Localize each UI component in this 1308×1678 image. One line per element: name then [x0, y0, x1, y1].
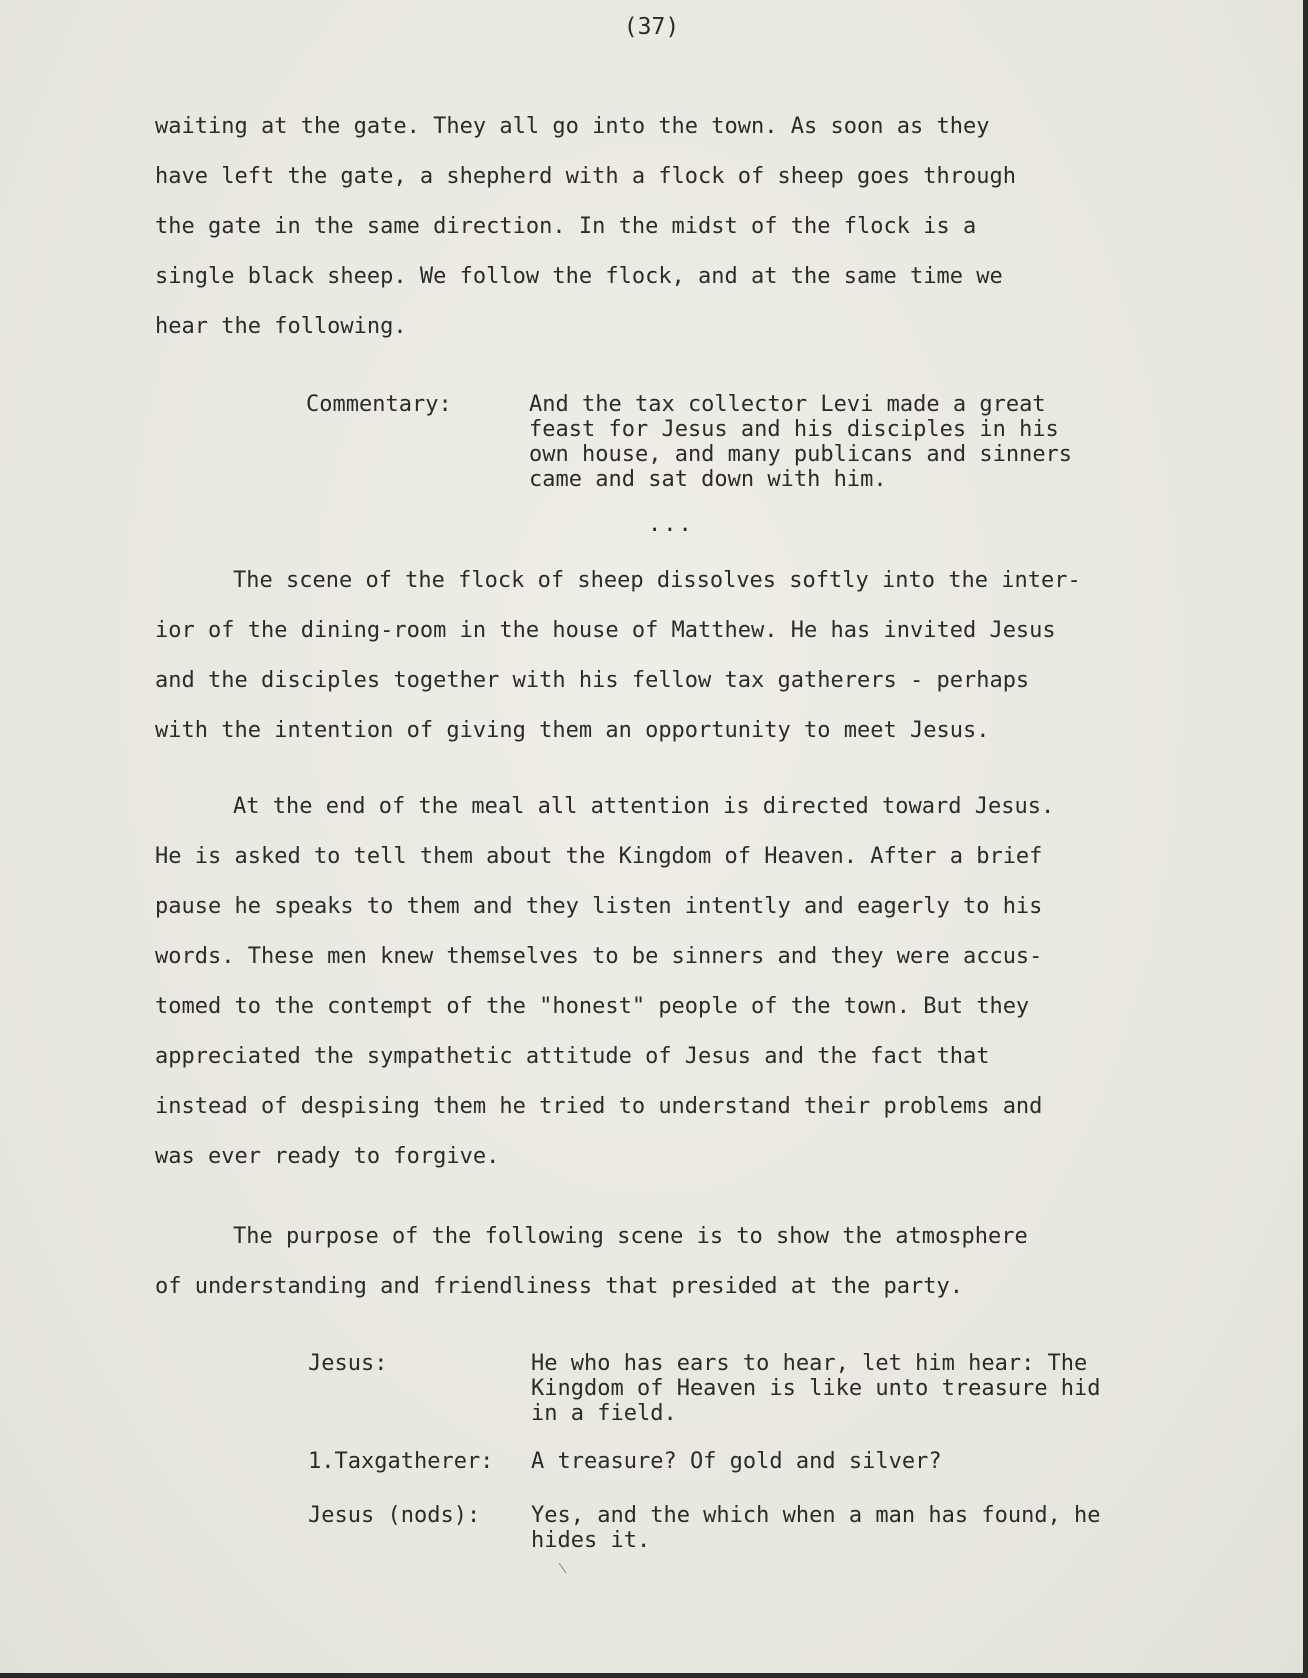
narrative-paragraph	[155, 782, 1054, 1182]
text-line: And the tax collector Levi made a great	[529, 392, 1046, 417]
text-line: and the disciples together with his fellow tax gatherers - perhaps	[155, 668, 1030, 693]
speaker-label: 1.Taxgatherer:	[308, 1449, 494, 1474]
text-line: of understanding and friendliness that presided at the party.	[155, 1274, 963, 1299]
page-number: (37)	[623, 14, 680, 40]
text-line: own house, and many publicans and sinners	[529, 442, 1073, 467]
text-line: Yes, and the which when a man has found, he	[531, 1503, 1101, 1528]
text-line: hides it.	[531, 1528, 651, 1553]
stray-pen-mark	[559, 1563, 567, 1573]
text-line: He is asked to tell them about the Kingdom of Heaven. After a brief	[155, 844, 1043, 869]
speaker-label: Commentary:	[306, 392, 452, 417]
speech-text	[529, 392, 1072, 492]
text-line: Kingdom of Heaven is like unto treasure hid	[531, 1376, 1101, 1401]
speech-text	[531, 1503, 1101, 1553]
text-line: the gate in the same direction. In the midst of the flock is a	[155, 214, 977, 239]
speaker-label: Jesus (nods):	[308, 1503, 481, 1528]
speech-text	[531, 1449, 942, 1474]
text-line: single black sheep. We follow the flock, and at the same time we	[155, 264, 1003, 289]
narrative-paragraph	[155, 556, 1081, 756]
text-line: was ever ready to forgive.	[155, 1144, 500, 1169]
text-line: tomed to the contempt of the "honest" people of the town. But they	[155, 994, 1030, 1019]
text-line: feast for Jesus and his disciples in his	[529, 417, 1059, 442]
narrative-paragraph	[155, 102, 1016, 352]
speech-text	[531, 1351, 1101, 1426]
text-line: have left the gate, a shepherd with a flock of sheep goes through	[155, 164, 1016, 189]
text-line: with the intention of giving them an opportunity to meet Jesus.	[155, 718, 990, 743]
text-line: At the end of the meal all attention is directed toward Jesus.	[233, 794, 1055, 819]
section-separator: ...	[648, 512, 694, 537]
speaker-label: Jesus:	[308, 1351, 388, 1376]
text-line: pause he speaks to them and they listen intently and eagerly to his	[155, 894, 1043, 919]
text-line: A treasure? Of gold and silver?	[531, 1449, 942, 1474]
text-line: The purpose of the following scene is to show the atmosphere	[233, 1224, 1028, 1249]
text-line: words. These men knew themselves to be sinners and they were accus-	[155, 944, 1043, 969]
text-line: appreciated the sympathetic attitude of Jesus and the fact that	[155, 1044, 990, 1069]
narrative-paragraph	[155, 1212, 1028, 1312]
text-line: waiting at the gate. They all go into the town. As soon as they	[155, 114, 990, 139]
text-line: He who has ears to hear, let him hear: The	[531, 1351, 1088, 1376]
text-line: came and sat down with him.	[529, 467, 887, 492]
text-line: The scene of the flock of sheep dissolves softly into the inter-	[233, 568, 1081, 593]
text-line: in a field.	[531, 1401, 677, 1426]
text-line: hear the following.	[155, 314, 407, 339]
text-line: instead of despising them he tried to understand their problems and	[155, 1094, 1043, 1119]
text-line: ior of the dining-room in the house of Matthew. He has invited Jesus	[155, 618, 1056, 643]
